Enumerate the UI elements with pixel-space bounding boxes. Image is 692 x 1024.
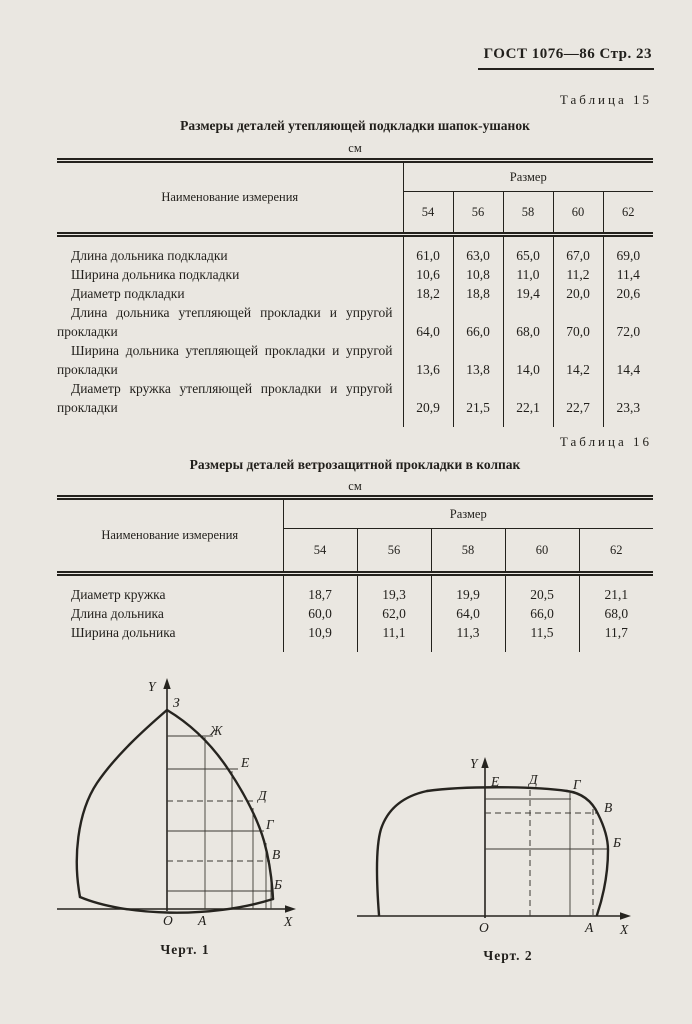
- row-value: 10,8: [453, 265, 503, 284]
- fig2-point-label: В: [604, 800, 613, 815]
- table16-size-col: 58: [431, 529, 505, 574]
- row-value: 14,2: [553, 341, 603, 379]
- row-value: 14,4: [603, 341, 653, 379]
- table-row: [57, 623, 653, 652]
- row-value: 11,0: [503, 265, 553, 284]
- fig2-x-arrow-icon: [620, 912, 631, 919]
- fig1-point-label: Е: [241, 755, 250, 770]
- fig1-point-label: Д: [258, 788, 267, 803]
- row-value: 66,0: [453, 303, 503, 341]
- row-value: 19,9: [431, 574, 505, 605]
- row-value: 69,0: [603, 235, 653, 266]
- fig1-point-label: Б: [274, 877, 282, 892]
- fig2-point-label: Д: [529, 772, 538, 787]
- page-header: ГОСТ 1076—86 Стр. 23: [478, 46, 654, 70]
- table-row: [57, 284, 653, 303]
- row-value: 18,8: [453, 284, 503, 303]
- row-value: 65,0: [503, 235, 553, 266]
- table-row: [57, 604, 653, 623]
- table15-label: Таблица 15: [559, 92, 652, 107]
- table15-size-header: Размер: [403, 161, 653, 192]
- row-value: 11,7: [579, 623, 653, 652]
- table15-size-col: 58: [503, 192, 553, 235]
- table16: [57, 495, 653, 652]
- table16-units: см: [348, 479, 362, 493]
- row-value: 11,3: [431, 623, 505, 652]
- row-value: 23,3: [603, 379, 653, 427]
- row-name: Ширина дольника: [71, 625, 176, 640]
- row-value: 70,0: [553, 303, 603, 341]
- table16-name-header: Наименование измерения: [57, 498, 283, 574]
- row-value: 68,0: [503, 303, 553, 341]
- fig2-y-arrow-icon: [481, 757, 488, 768]
- table-row: [57, 265, 653, 284]
- row-value: 62,0: [357, 604, 431, 623]
- figure2-caption: Черт. 2: [483, 948, 533, 963]
- fig1-point-label: З: [173, 695, 180, 710]
- fig2-pattern-outline: [377, 787, 608, 915]
- row-value: 60,0: [283, 604, 357, 623]
- row-value: 20,6: [603, 284, 653, 303]
- fig1-a-label: А: [198, 913, 207, 928]
- row-value: 14,0: [503, 341, 553, 379]
- row-value: 64,0: [431, 604, 505, 623]
- row-value: 11,2: [553, 265, 603, 284]
- table16-size-col: 60: [505, 529, 579, 574]
- row-value: 18,2: [403, 284, 453, 303]
- fig2-point-label: Г: [573, 777, 581, 792]
- figure2-drawing: [352, 752, 642, 942]
- row-name: Ширина дольника утепляющей прокладки и упругой прокладки: [57, 343, 393, 377]
- fig2-gridlines: [485, 790, 608, 916]
- table15-name-header: Наименование измерения: [57, 161, 403, 235]
- row-value: 13,8: [453, 341, 503, 379]
- table16-label: Таблица 16: [559, 434, 652, 449]
- row-value: 13,6: [403, 341, 453, 379]
- fig2-a-label: А: [585, 920, 594, 935]
- fig1-point-label: Ж: [210, 723, 223, 738]
- table15: [57, 158, 653, 427]
- fig1-origin-label: O: [163, 913, 173, 928]
- fig1-y-axis-label: Y: [148, 679, 156, 694]
- table-row: [57, 379, 653, 427]
- row-value: 68,0: [579, 604, 653, 623]
- fig2-origin-label: O: [479, 920, 489, 935]
- row-value: 61,0: [403, 235, 453, 266]
- row-name: Диаметр кружка утепляющей прокладки и упругой прокладки: [57, 381, 393, 415]
- figure1-drawing: [45, 673, 310, 938]
- row-value: 21,1: [579, 574, 653, 605]
- row-value: 22,7: [553, 379, 603, 427]
- table15-size-col: 56: [453, 192, 503, 235]
- fig2-point-label: Е: [491, 774, 500, 789]
- fig2-y-axis-label: Y: [470, 756, 478, 771]
- row-value: 64,0: [403, 303, 453, 341]
- row-value: 11,1: [357, 623, 431, 652]
- row-value: 11,4: [603, 265, 653, 284]
- row-value: 22,1: [503, 379, 553, 427]
- row-value: 10,6: [403, 265, 453, 284]
- table16-size-header: Размер: [283, 498, 653, 529]
- table-row: [57, 235, 653, 266]
- fig1-point-label: В: [272, 847, 281, 862]
- row-value: 20,0: [553, 284, 603, 303]
- row-value: 66,0: [505, 604, 579, 623]
- row-value: 63,0: [453, 235, 503, 266]
- table15-size-col: 54: [403, 192, 453, 235]
- row-value: 18,7: [283, 574, 357, 605]
- table15-size-col: 62: [603, 192, 653, 235]
- row-value: 67,0: [553, 235, 603, 266]
- row-value: 11,5: [505, 623, 579, 652]
- row-name: Длина дольника подкладки: [71, 248, 228, 263]
- row-name: Ширина дольника подкладки: [71, 267, 240, 282]
- table16-size-col: 56: [357, 529, 431, 574]
- row-value: 10,9: [283, 623, 357, 652]
- table-row: [57, 303, 653, 341]
- row-name: Длина дольника утепляющей прокладки и упругой прокладки: [57, 305, 393, 339]
- table15-title: Размеры деталей утепляющей подкладки шапок-ушанок: [180, 118, 530, 133]
- row-name: Длина дольника: [71, 606, 164, 621]
- fig2-point-label: Б: [613, 835, 621, 850]
- figure1-caption: Черт. 1: [160, 942, 210, 957]
- table-row: [57, 574, 653, 605]
- table16-title: Размеры деталей ветрозащитной прокладки в колпак: [189, 457, 521, 472]
- row-value: 20,9: [403, 379, 453, 427]
- table15-size-col: 60: [553, 192, 603, 235]
- fig1-pattern-outline: [77, 710, 273, 913]
- row-name: Диаметр подкладки: [71, 286, 185, 301]
- row-value: 19,4: [503, 284, 553, 303]
- row-value: 72,0: [603, 303, 653, 341]
- fig1-y-arrow-icon: [163, 678, 170, 689]
- fig1-point-label: Г: [266, 817, 274, 832]
- fig1-x-arrow-icon: [285, 905, 296, 912]
- fig1-x-axis-label: X: [284, 914, 293, 929]
- table-row: [57, 341, 653, 379]
- fig2-x-axis-label: X: [620, 922, 629, 937]
- row-value: 20,5: [505, 574, 579, 605]
- row-value: 19,3: [357, 574, 431, 605]
- row-name: Диаметр кружка: [71, 587, 166, 602]
- table16-size-col: 54: [283, 529, 357, 574]
- table16-size-col: 62: [579, 529, 653, 574]
- table15-units: см: [348, 141, 362, 155]
- row-value: 21,5: [453, 379, 503, 427]
